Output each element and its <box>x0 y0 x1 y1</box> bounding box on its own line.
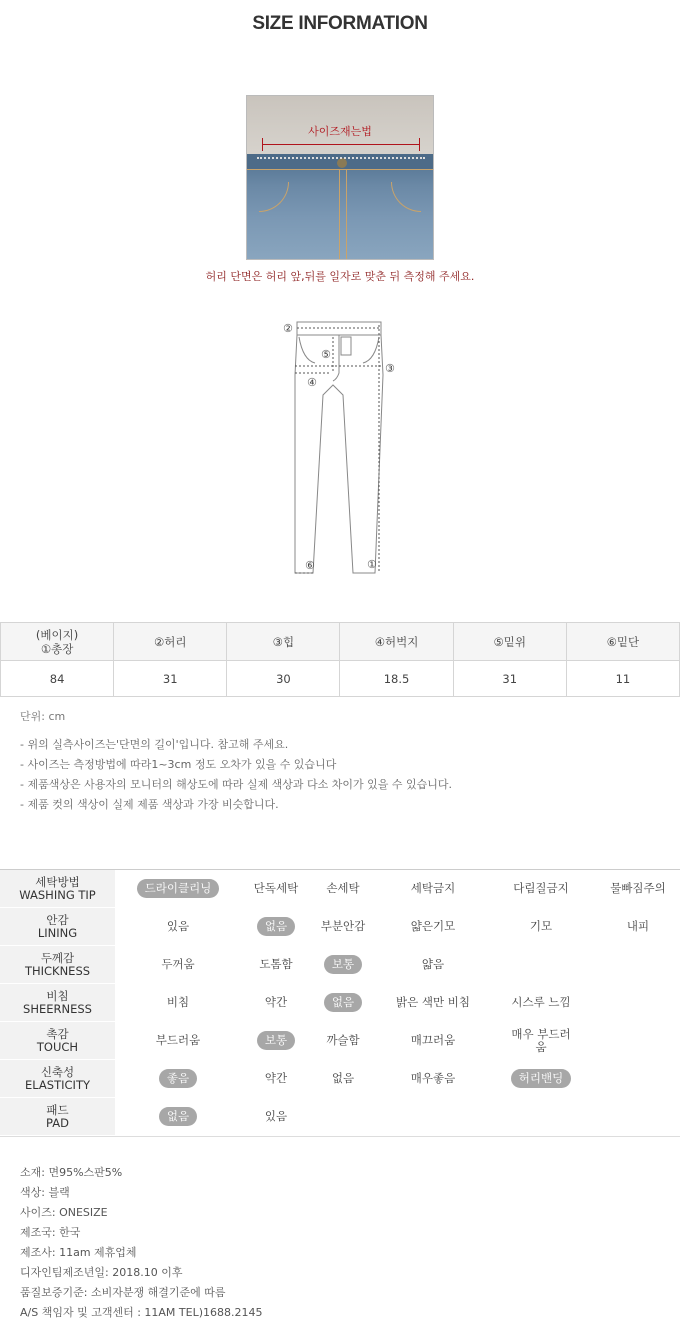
size-table-value-row <box>1 661 680 697</box>
attribute-option-cell <box>310 1060 376 1097</box>
attribute-header-ko: 세탁방법 <box>35 874 80 889</box>
attribute-row-header <box>0 1098 115 1135</box>
attribute-option-selected: 허리밴딩 <box>511 1069 571 1088</box>
attribute-header-en: THICKNESS <box>24 963 91 978</box>
diagram-coin-pocket <box>341 337 351 355</box>
attribute-option-cell <box>241 946 311 983</box>
measure-method-label: 사이즈재는법 <box>308 125 372 138</box>
size-header-length: (베이지) ①총장 <box>1 623 114 661</box>
attribute-option: 도톰함 <box>259 957 293 971</box>
attribute-row <box>0 984 680 1022</box>
size-value-hem: 11 <box>566 661 679 697</box>
pants-measurement-diagram <box>275 315 405 585</box>
note-item: - 제품 컷의 색상이 실제 제품 색상과 가장 비슷합니다. <box>20 798 279 811</box>
diagram-right-pocket <box>363 337 379 363</box>
attribute-option-cell <box>123 908 233 945</box>
size-value-hip: 30 <box>227 661 340 697</box>
attribute-option: 손세탁 <box>326 881 360 895</box>
attribute-option: 밝은 색만 비침 <box>396 995 470 1009</box>
marker-2: ② <box>283 322 293 335</box>
attribute-option-cell <box>123 1060 233 1097</box>
marker-5: ⑤ <box>321 348 331 361</box>
size-header-hip: ③힙 <box>227 623 340 661</box>
attribute-option-cell <box>385 908 481 945</box>
attribute-option-cell <box>310 946 376 983</box>
attribute-option-cell <box>123 870 233 907</box>
attribute-row-header <box>0 1022 115 1059</box>
jeans-photo <box>246 95 434 260</box>
attribute-option-cell <box>241 1098 311 1135</box>
attribute-option-cell <box>123 1098 233 1135</box>
marker-4: ④ <box>307 376 317 389</box>
attribute-option-cell <box>241 908 311 945</box>
attribute-option-cell <box>598 870 678 907</box>
measure-line <box>262 144 420 145</box>
attribute-header-ko: 촉감 <box>46 1026 69 1041</box>
attribute-row-header <box>0 1060 115 1097</box>
size-header-thigh: ④허벅지 <box>340 623 453 661</box>
attribute-option-cell <box>501 908 581 945</box>
attribute-row <box>0 946 680 984</box>
attribute-option-cell <box>241 870 311 907</box>
size-table <box>0 622 680 697</box>
attribute-option-selected: 보통 <box>257 1031 295 1050</box>
attribute-option: 매끄러움 <box>410 1033 456 1047</box>
attribute-option-cell <box>385 870 481 907</box>
attribute-option-cell <box>123 1022 233 1059</box>
size-header-rise: ⑤밑위 <box>453 623 566 661</box>
attribute-option-cell <box>123 984 233 1021</box>
attribute-option: 약간 <box>264 1071 288 1085</box>
attribute-option-cell <box>123 946 233 983</box>
attribute-row <box>0 1060 680 1098</box>
note-item: - 제품색상은 사용자의 모니터의 해상도에 따라 실제 색상과 다소 차이가 있을 수 있습니다. <box>20 778 452 791</box>
attribute-option: 시스루 느낌 <box>511 995 571 1009</box>
attribute-option: 부분안감 <box>320 919 366 933</box>
size-value-rise: 31 <box>453 661 566 697</box>
attribute-option: 까슬함 <box>326 1033 360 1047</box>
attribute-option: 있음 <box>264 1109 288 1123</box>
info-manufacturer: 제조사: 11am 제휴업체 <box>20 1246 137 1259</box>
marker-1: ① <box>367 558 377 571</box>
attribute-option: 물빠짐주의 <box>610 881 666 895</box>
attribute-row-header <box>0 870 115 907</box>
attribute-option-cell <box>241 984 311 1021</box>
size-value-waist: 31 <box>114 661 227 697</box>
attribute-option-cell <box>310 870 376 907</box>
attribute-header-ko: 안감 <box>46 912 69 927</box>
jeans-button <box>337 158 347 168</box>
attribute-option-selected: 보통 <box>324 955 362 974</box>
attribute-option-cell <box>310 908 376 945</box>
attribute-option-selected: 없음 <box>257 917 295 936</box>
photo-caption: 허리 단면은 허리 앞,뒤를 일자로 맞춘 뒤 측정해 주세요. <box>205 270 475 283</box>
attribute-option: 내피 <box>626 919 650 933</box>
attribute-option-cell <box>310 984 376 1021</box>
attribute-header-ko: 신축성 <box>40 1064 75 1079</box>
attribute-header-en: LINING <box>37 925 78 940</box>
size-table-header-row <box>1 623 680 661</box>
jeans-fly <box>339 170 347 260</box>
note-item: - 위의 실측사이즈는'단면의 길이'입니다. 참고해 주세요. <box>20 738 289 751</box>
size-header-waist: ②허리 <box>114 623 227 661</box>
diagram-fly <box>333 335 339 381</box>
attribute-option: 있음 <box>166 919 190 933</box>
attribute-option: 부드러움 <box>155 1033 201 1047</box>
attribute-option: 얇음 <box>421 957 445 971</box>
attribute-option-cell <box>385 984 481 1021</box>
attribute-option-cell <box>501 1022 581 1059</box>
size-value-thigh: 18.5 <box>340 661 453 697</box>
attribute-header-ko: 두께감 <box>40 950 75 965</box>
attribute-option: 세탁금지 <box>410 881 456 895</box>
attribute-row <box>0 1098 680 1136</box>
attribute-header-en: TOUCH <box>36 1039 79 1054</box>
attribute-option-cell <box>241 1060 311 1097</box>
attribute-option: 얇은기모 <box>410 919 456 933</box>
info-size: 사이즈: ONESIZE <box>20 1206 108 1219</box>
attribute-row-header <box>0 984 115 1021</box>
attribute-option-cell <box>598 908 678 945</box>
attribute-option: 기모 <box>529 919 553 933</box>
diagram-left-pocket <box>299 337 315 363</box>
fabric-attribute-table <box>0 869 680 1137</box>
page-title: SIZE INFORMATION <box>252 13 428 34</box>
attribute-header-ko: 비침 <box>46 988 69 1003</box>
unit-label: 단위: cm <box>20 710 66 723</box>
info-country: 제조국: 한국 <box>20 1226 81 1239</box>
attribute-option-cell <box>385 946 481 983</box>
attribute-option: 매우 부드러움 <box>511 1026 571 1054</box>
attribute-row <box>0 908 680 946</box>
attribute-option-cell <box>501 1060 581 1097</box>
attribute-header-en: PAD <box>46 1115 69 1130</box>
attribute-option: 매우좋음 <box>410 1071 456 1085</box>
attribute-header-en: WASHING TIP <box>19 887 96 902</box>
info-date: 디자인팀제조년일: 2018.10 이후 <box>20 1266 183 1279</box>
attribute-option-selected: 없음 <box>159 1107 197 1126</box>
attribute-option-cell <box>241 1022 311 1059</box>
attribute-option: 다림질금지 <box>513 881 569 895</box>
marker-6: ⑥ <box>305 559 315 572</box>
attribute-header-en: ELASTICITY <box>25 1077 90 1092</box>
attribute-option: 단독세탁 <box>253 881 299 895</box>
attribute-option: 비침 <box>166 995 190 1009</box>
attribute-header-en: SHEERNESS <box>23 1001 92 1016</box>
size-notes <box>20 735 452 815</box>
attribute-option-selected: 없음 <box>324 993 362 1012</box>
size-header-hem: ⑥밑단 <box>566 623 679 661</box>
attribute-option-cell <box>310 1022 376 1059</box>
attribute-option-cell <box>501 870 581 907</box>
product-info-list <box>20 1163 263 1323</box>
note-item: - 사이즈는 측정방법에 따라1~3cm 정도 오차가 있을 수 있습니다 <box>20 758 337 771</box>
attribute-row-header <box>0 946 115 983</box>
attribute-row-header <box>0 908 115 945</box>
attribute-row <box>0 870 680 908</box>
attribute-option-cell <box>385 1060 481 1097</box>
attribute-row <box>0 1022 680 1060</box>
attribute-option: 약간 <box>264 995 288 1009</box>
info-quality: 품질보증기준: 소비자분쟁 해결기준에 따름 <box>20 1286 226 1299</box>
info-as-center: A/S 책임자 및 고객센터 : 11AM TEL)1688.2145 <box>20 1306 263 1319</box>
info-color: 색상: 블랙 <box>20 1186 70 1199</box>
waist-dotted-line <box>257 157 425 159</box>
marker-3: ③ <box>385 362 395 375</box>
attribute-header-ko: 패드 <box>46 1102 69 1117</box>
attribute-option-cell <box>385 1022 481 1059</box>
attribute-option-cell <box>501 984 581 1021</box>
attribute-option-selected: 좋음 <box>159 1069 197 1088</box>
attribute-option: 두꺼움 <box>161 957 195 971</box>
size-value-length: 84 <box>1 661 114 697</box>
info-material: 소재: 면95%스판5% <box>20 1166 123 1179</box>
attribute-option-selected: 드라이클리닝 <box>137 879 220 898</box>
attribute-option: 없음 <box>331 1071 355 1085</box>
